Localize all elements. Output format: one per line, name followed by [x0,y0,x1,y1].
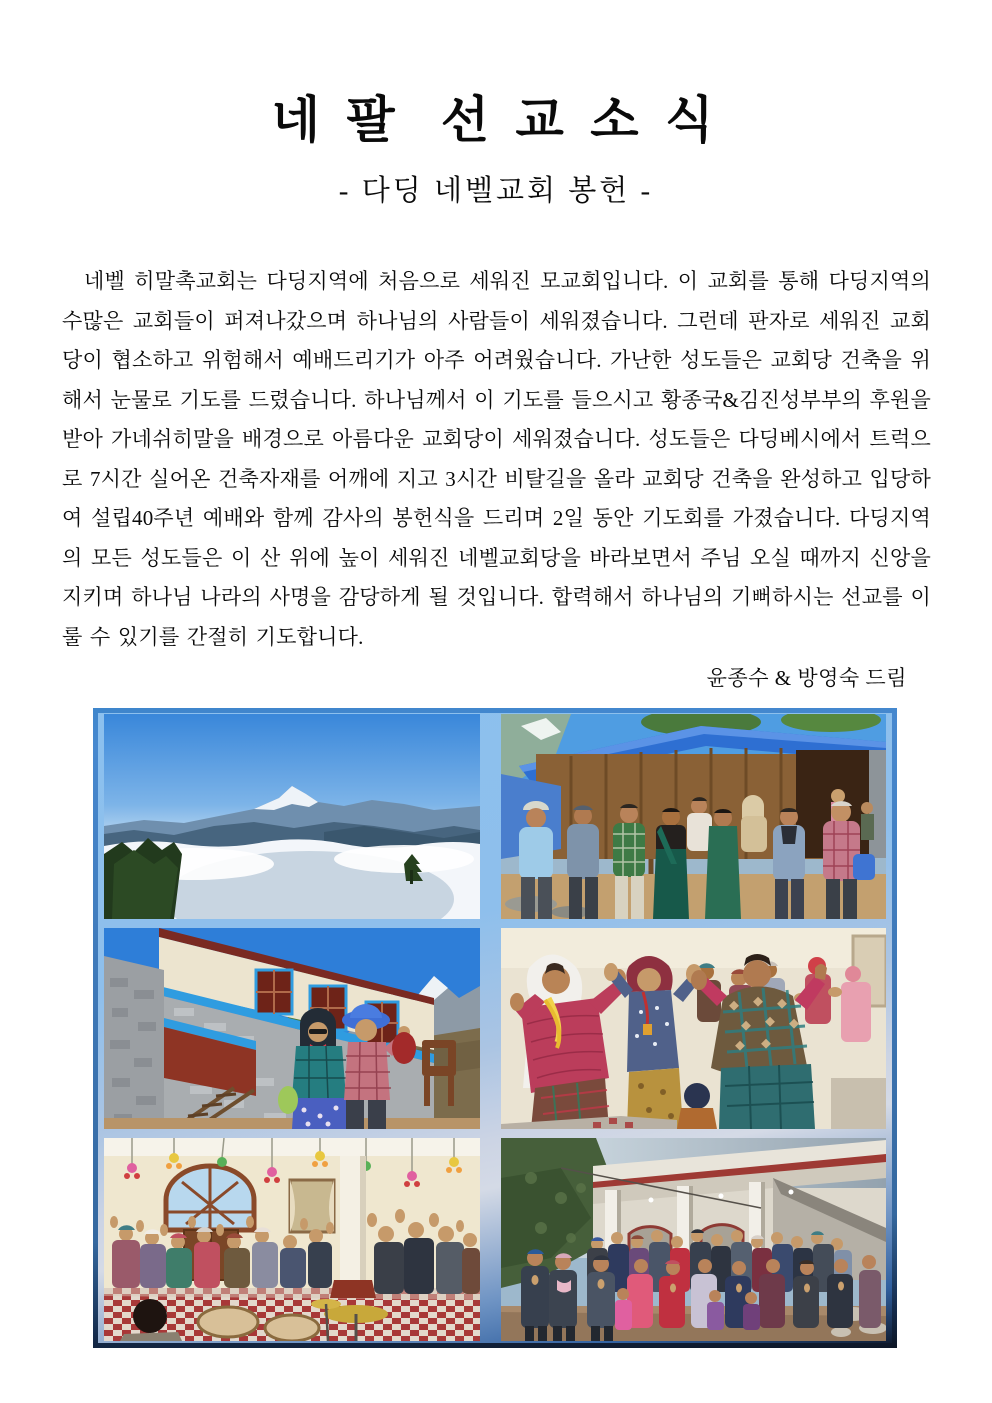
photo-gallery [98,713,892,1343]
photo-group-new-church [501,1138,886,1341]
photo-group-new-church-image [501,1138,886,1341]
photo-couple-church-building [104,928,480,1129]
photo-worship-interior-image [104,1138,480,1341]
page-subtitle: - 다딩 네벨교회 봉헌 - [338,175,654,207]
page-title: 네 팔 선 교 소 식 [271,92,721,148]
photo-worship-interior [104,1138,480,1341]
photo-group-wooden-house [501,714,886,919]
photo-gallery-frame [93,708,897,1348]
signature-line: 윤종수 & 방영숙 드림 [706,666,907,690]
photo-women-praying-image [501,928,886,1129]
newsletter-paragraph: 네벨 히말촉교회는 다딩지역에 처음으로 세워진 모교회입니다. 이 교회를 통해 다딩지역의 수많은 교회들이 퍼져나갔으며 하나님의 사람들이 세워졌습니다. 그런데 판자로 세워진 교회당이 협소하고 위험해서 예배드리기가 아주 어려웠습니다. 가난한 성도들은 교회당 건축을 위해서 눈물로 기도를 드렸습니다. 하나님께서 이 기도를 들으시고 황종국&김진성부부의 후원을 받아 가네쉬히말을 배경으로 아름다운 교회당이 세워졌습니다. 성도들은 다딩베시에서 트럭으로 7시간 실어온 건축자재를 어깨에 지고 3시간 비탈길을 올라 교회당 건축을 완성하고 입당하여 설립40주년 예배와 함께 감사의 봉헌식을 드리며 2일 동안 기도회를 가졌습니다. 다딩지역의 모든 성도들은 이 산 위에 높이 세워진 네벨교회당을 바라보면서 주님 오실 때까지 신앙을 지키며 하나님 나라의 사명을 감당하게 될 것입니다. 합력해서 하나님의 기뻐하시는 선교를 이룰 수 있기를 간절히 기도합니다. [62,269,931,649]
photo-cloud-sea [104,714,480,919]
newsletter-body [62,262,931,657]
photo-cloud-sea-image [104,714,480,919]
photo-couple-church-building-image [104,928,480,1129]
photo-women-praying [501,928,886,1129]
photo-group-wooden-house-image [501,714,886,919]
